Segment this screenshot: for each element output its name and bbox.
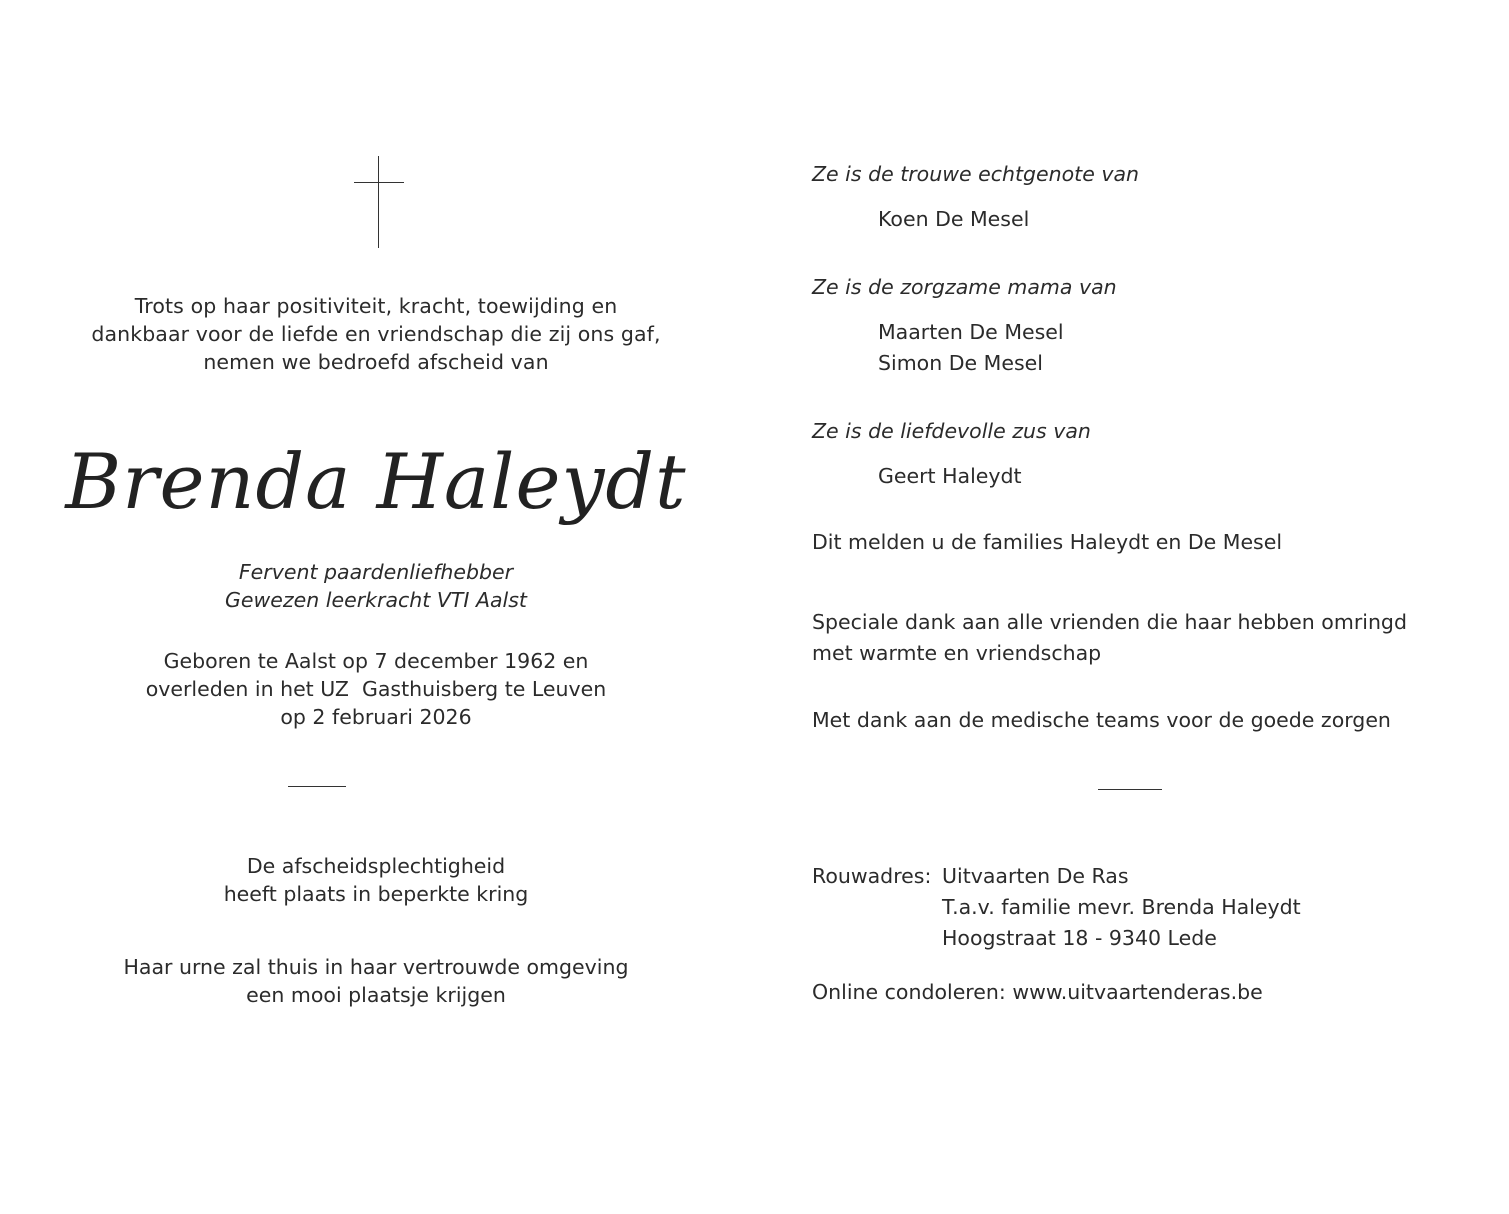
child-name: Maarten De Mesel: [878, 320, 1064, 344]
thanks-medical: Met dank aan de medische teams voor de goede zorgen: [812, 708, 1391, 732]
urn-line: Haar urne zal thuis in haar vertrouwde omgeving: [123, 955, 629, 979]
ceremony-line: De afscheidsplechtigheid: [246, 854, 506, 878]
spouse-name: Koen De Mesel: [878, 207, 1030, 231]
cross-icon: [354, 156, 404, 248]
born-line: op 2 februari 2026: [280, 705, 472, 729]
subtitle-line: Gewezen leerkracht VTI Aalst: [225, 588, 527, 612]
subtitles: [60, 558, 692, 614]
thanks-friends-line: Speciale dank aan alle vrienden die haar hebben omringd: [812, 610, 1407, 634]
birth-death-text: [60, 647, 692, 731]
spouse-title: Ze is de trouwe echtgenote van: [812, 162, 1140, 186]
intro-line: dankbaar voor de liefde en vriendschap die zij ons gaf,: [91, 322, 661, 346]
children-title: Ze is de zorgzame mama van: [812, 275, 1117, 299]
address-line: Uitvaarten De Ras: [942, 864, 1129, 888]
intro-line: nemen we bedroefd afscheid van: [203, 350, 549, 374]
sibling-title: Ze is de liefdevolle zus van: [812, 419, 1091, 443]
child-name: Simon De Mesel: [878, 351, 1043, 375]
divider-left: [288, 786, 346, 787]
address-label: Rouwadres:: [812, 864, 932, 888]
ceremony-text: [60, 852, 692, 908]
address-line: Hoogstraat 18 - 9340 Lede: [942, 926, 1217, 950]
announcement: Dit melden u de families Haleydt en De Mesel: [812, 530, 1283, 554]
urn-text: [60, 953, 692, 1009]
thanks-friends-line: met warmte en vriendschap: [812, 641, 1102, 665]
born-line: Geboren te Aalst op 7 december 1962 en: [163, 649, 589, 673]
deceased-name-text: Brenda Haleydt: [65, 437, 687, 526]
intro-text: [60, 292, 692, 376]
address-line: T.a.v. familie mevr. Brenda Haleydt: [942, 895, 1301, 919]
deceased-name: [60, 428, 692, 538]
sibling-name: Geert Haleydt: [878, 464, 1022, 488]
online-condolences: Online condoleren: www.uitvaartenderas.be: [812, 980, 1263, 1004]
divider-right: [1098, 789, 1162, 790]
intro-line: Trots op haar positiviteit, kracht, toewijding en: [134, 294, 618, 318]
urn-line: een mooi plaatsje krijgen: [246, 983, 506, 1007]
born-line: overleden in het UZ Gasthuisberg te Leuven: [145, 677, 607, 701]
subtitle-line: Fervent paardenliefhebber: [238, 560, 514, 584]
ceremony-line: heeft plaats in beperkte kring: [223, 882, 529, 906]
